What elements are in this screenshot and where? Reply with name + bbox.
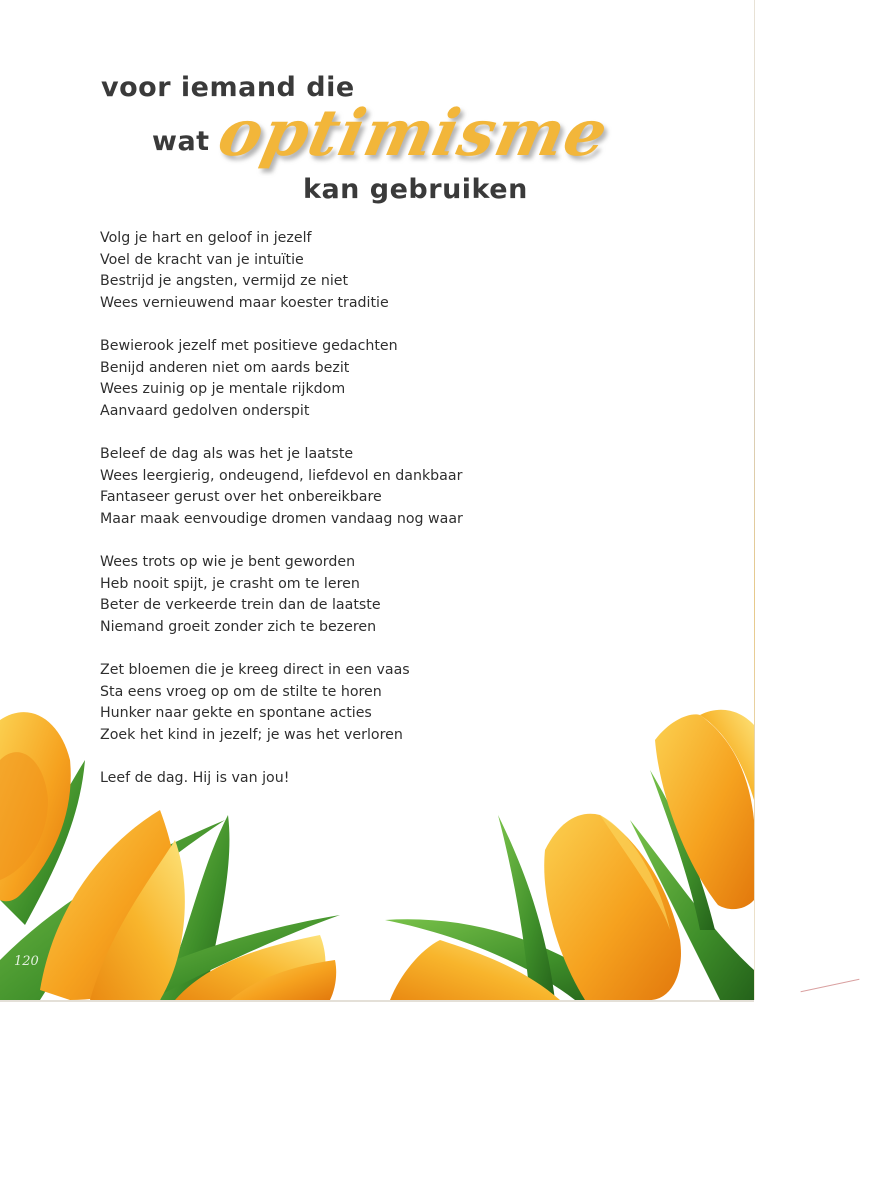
poem-closing-line: Leef de dag. Hij is van jou! — [100, 770, 290, 786]
poem-line: Wees vernieuwend maar koester traditie — [100, 294, 389, 311]
page-number: 120 — [14, 954, 39, 969]
scan-page-edge — [754, 0, 755, 1000]
poem-line: Sta eens vroeg op om de stilte te horen — [100, 683, 382, 700]
poem-line: Voel de kracht van je intuïtie — [100, 251, 304, 268]
poem-line: Wees leergierig, ondeugend, liefdevol en dankbaar — [100, 467, 463, 484]
poem-line: Zoek het kind in jezelf; je was het verloren — [100, 726, 403, 743]
poem-line: Beter de verkeerde trein dan de laatste — [100, 597, 381, 613]
poem-line: Bestrijd je angsten, vermijd ze niet — [100, 273, 349, 289]
poem-line: Volg je hart en geloof in jezelf — [100, 230, 312, 246]
scan-mark — [801, 979, 860, 992]
left-tulip-group — [0, 712, 340, 1000]
poem-line: Fantaseer gerust over het onbereikbare — [100, 489, 382, 505]
poem-line: Benijd anderen niet om aards bezit — [100, 359, 350, 376]
poem-line: Hunker naar gekte en spontane acties — [100, 705, 372, 721]
title-script-word: optimisme — [212, 96, 615, 171]
title-line-2-prefix: wat — [152, 126, 210, 157]
poem-line: Niemand groeit zonder zich te bezeren — [100, 618, 377, 635]
poem-line: Maar maak eenvoudige dromen vandaag nog waar — [100, 510, 463, 527]
poem-line: Wees trots op wie je bent geworden — [100, 554, 356, 570]
poem-line: Heb nooit spijt, je crasht om te leren — [100, 575, 360, 592]
poem-line: Beleef de dag als was het je laatste — [100, 446, 354, 462]
poem-line: Aanvaard gedolven onderspit — [100, 402, 310, 419]
title-line-1: voor iemand die — [101, 72, 355, 103]
title-line-3: kan gebruiken — [303, 174, 528, 205]
right-tulip-group — [385, 710, 754, 1000]
poem-line: Zet bloemen die je kreeg direct in een vaas — [100, 662, 410, 678]
scan-page-bottom-edge — [0, 1000, 754, 1002]
poem-line: Wees zuinig op je mentale rijkdom — [100, 381, 346, 397]
poem-line: Bewierook jezelf met positieve gedachten — [100, 338, 398, 354]
